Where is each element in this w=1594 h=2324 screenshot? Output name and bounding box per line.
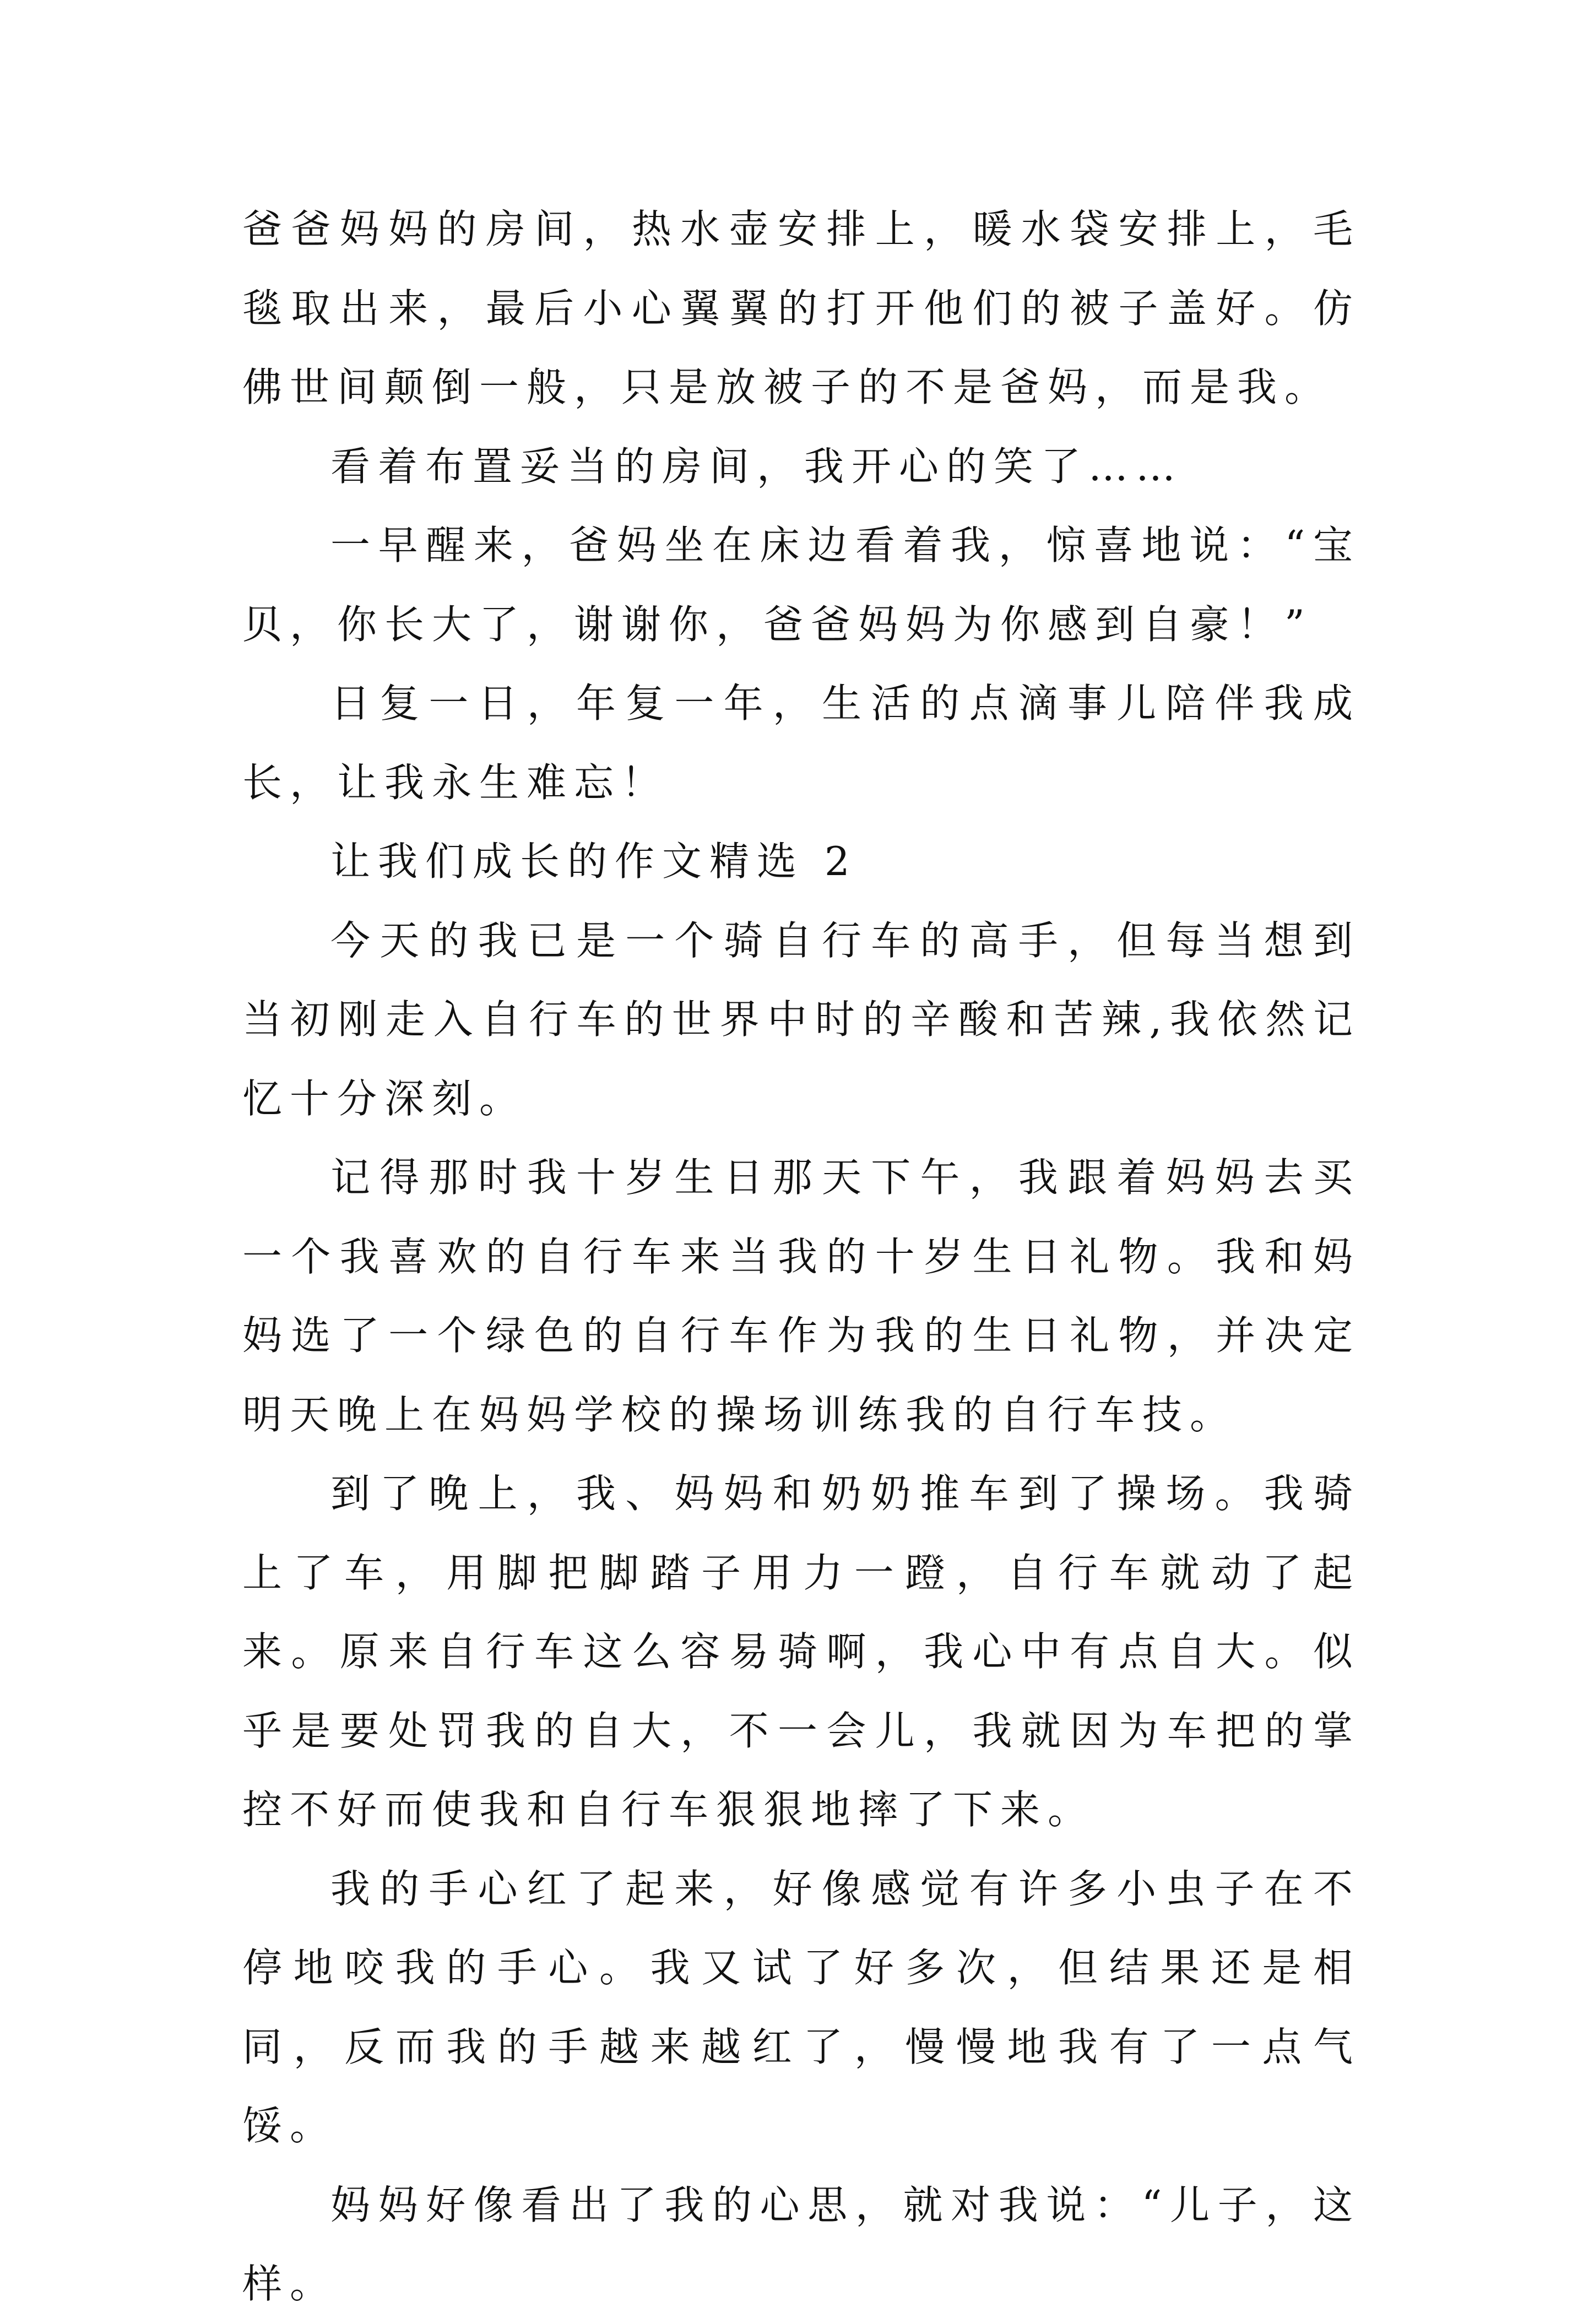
essay-body — [242, 190, 1360, 2324]
paragraph: 到了晚上，我、妈妈和奶奶推车到了操场。我骑上了车，用脚把脚踏子用力一蹬，自行车就动了起来。原来自行车这么容易骑啊，我心中有点自大。似乎是要处罚我的自大，不一会儿，我就因为车把的掌控不好而使我和自行车狠狠地摔了下来。 — [242, 1470, 1360, 1833]
essay-section-title: 让我们成长的作文精选 2 — [330, 838, 858, 884]
paragraph: 今天的我已是一个骑自行车的高手，但每当想到当初刚走入自行车的世界中时的辛酸和苦辣,我依然记忆十分深刻。 — [242, 917, 1360, 1122]
paragraph: 日复一日，年复一年，生活的点滴事儿陪伴我成长，让我永生难忘！ — [242, 680, 1360, 806]
paragraph: 我的手心红了起来，好像感觉有许多小虫子在不停地咬我的手心。我又试了好多次，但结果还是相同，反而我的手越来越红了，慢慢地我有了一点气馁。 — [242, 1865, 1360, 2149]
paragraph: 记得那时我十岁生日那天下午，我跟着妈妈去买一个我喜欢的自行车来当我的十岁生日礼物。我和妈妈选了一个绿色的自行车作为我的生日礼物，并决定明天晚上在妈妈学校的操场训练我的自行车技。 — [242, 1154, 1360, 1438]
paragraph: 妈妈好像看出了我的心思，就对我说：“儿子，这样。 — [242, 2181, 1360, 2307]
paragraph: 一早醒来，爸妈坐在床边看着我，惊喜地说：“宝贝，你长大了，谢谢你，爸爸妈妈为你感到自豪！” — [242, 522, 1360, 648]
paragraph-continued: 爸爸妈妈的房间，热水壶安排上，暖水袋安排上，毛毯取出来，最后小心翼翼的打开他们的被子盖好。仿佛世间颠倒一般，只是放被子的不是爸妈，而是我。 — [242, 206, 1360, 410]
paragraph: 看着布置妥当的房间，我开心的笑了…… — [330, 443, 1184, 490]
